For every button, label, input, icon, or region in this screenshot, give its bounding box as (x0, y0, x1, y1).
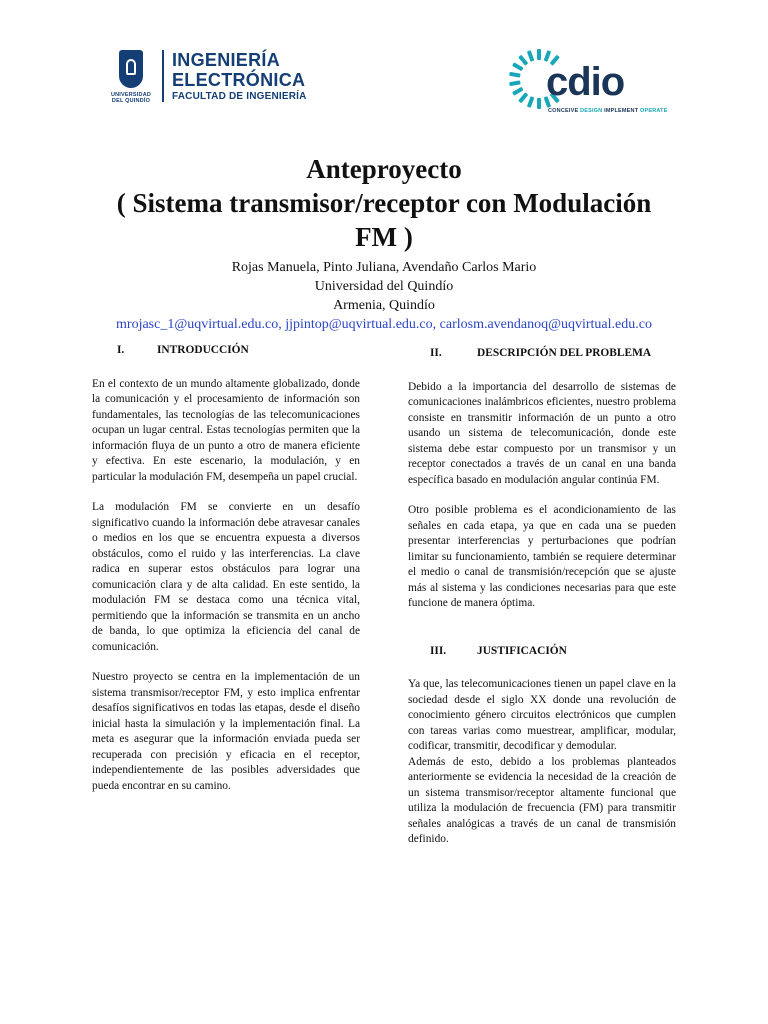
cdio-tagline: CONCEIVE DESIGN IMPLEMENT OPERATE (548, 108, 668, 114)
paragraph: Ya que, las telecomunicaciones tienen un papel clave en la sociedad desde el siglo XX donde una revolución de conocimiento género circuitos electrónicos que cumplen con tareas varias como muestrear, amplificar, modular, codificar, transmitir, decodificar y demodular. (408, 678, 676, 752)
university-logo-line1: UNIVERSIDAD (110, 92, 152, 98)
shield-icon (119, 50, 143, 88)
author-university: Universidad del Quindío (314, 279, 454, 294)
university-logo-text (104, 92, 158, 104)
title-line2: ( Sistema transmisor/receptor con Modulación (116, 188, 652, 218)
logo-divider (162, 50, 164, 102)
section-number: III. (430, 644, 447, 657)
paragraph: En el contexto de un mundo altamente globalizado, donde la comunicación y el procesamiento de información son fundamentales, las tecnologías de las telecomunicaciones ocupan un lugar central. Estas tecnologías permiten que la información fluya de un punto a otro de manera eficiente y efectiva. En este escenario, la modulación, y en particular la modulación FM, desempeña un papel crucial. (92, 377, 360, 483)
cdio-logo (508, 42, 668, 122)
title-line3: FM ) (355, 222, 413, 252)
paragraph: Otro posible problema es el acondicionamiento de las señales en cada etapa, ya que en cada una se pueden presentar interferencias y perturbaciones que podrían limitar su funcionamiento, también se requiere determinar el medio o canal de transmisión/recepción que se ajuste más al sistema y las condiciones necesarias para que este funcione de manera óptima. (408, 504, 676, 609)
email-link[interactable]: jjpintop@uqvirtual.edu.co (285, 317, 433, 332)
faculty-name: FACULTAD DE INGENIERÍA (172, 91, 307, 102)
paper-title (60, 152, 708, 254)
university-logo (104, 50, 158, 122)
paragraph: Además de esto, debido a los problemas planteados anteriormente se evidencia la necesidad de la creación de un sistema transmisor/receptor altamente funcional que utiliza la modulación de frecuencia (FM) para transmitir señales analógicas a través de un canal de transmisión definido. (408, 755, 676, 845)
author-names: Rojas Manuela, Pinto Juliana, Avendaño Carlos Mario (231, 260, 537, 275)
left-column (92, 343, 360, 809)
title-line1: Anteproyecto (306, 154, 462, 184)
email-link[interactable]: carlosm.avendanoq@uqvirtual.edu.co (439, 317, 652, 332)
section-heading-problem (408, 346, 676, 362)
author-location: Armenia, Quindío (333, 298, 435, 313)
section-title: INTRODUCCIÓN (157, 344, 249, 356)
paragraph: La modulación FM se convierte en un desafío significativo cuando la información debe atravesar canales o medios en los que se encuentra expuesta a diversos obstáculos, como el ruido y las interferencias. La clave radica en superar estos obstáculos para lograr una comunicación clara y de alta calidad. En este sentido, la modulación FM se destaca como una técnica vital, permitiendo que la información se transmita en un ancho de banda, lo que optimiza la eficiencia del canal de comunicación. (92, 501, 360, 653)
email-link[interactable]: mrojasc_1@uqvirtual.edu.co (116, 317, 279, 332)
program-line2: ELECTRÓNICA (172, 70, 306, 90)
paragraph: Debido a la importancia del desarrollo de sistemas de comunicaciones inalámbricos eficientes, nuestro problema consiste en transmitir información de un punto a otro usando un sistema de telecomunicación, donde este sistema debe estar compuesto por un transmisor y un receptor conectados a través de un canal en una banda específica basado en modulación angular continúa FM. (408, 380, 676, 486)
section-title: DESCRIPCIÓN DEL PROBLEMA (477, 347, 652, 359)
author-block (60, 258, 708, 334)
section-number: II. (430, 347, 442, 359)
cdio-wordmark: cdio (546, 60, 625, 104)
author-emails: mrojasc_1@uqvirtual.edu.co, jjpintop@uqvirtual.edu.co, carlosm.avendanoq@uqvirtual.edu.co (116, 317, 652, 332)
program-line1: INGENIERÍA (172, 50, 281, 70)
program-name (172, 50, 307, 104)
section-heading-justification (408, 644, 676, 660)
university-logo-line2: DEL QUINDÍO (111, 98, 151, 104)
page-header (0, 38, 768, 128)
paragraph: Nuestro proyecto se centra en la implementación de un sistema transmisor/receptor FM, y esto implica enfrentar desafíos significativos en todas las etapas, desde el diseño inicial hasta la simulación y la implementación final. La meta es asegurar que la información enviada pueda ser recuperada con precisión y eficacia en el receptor, independientemente de las posibles adversidades que pueda encontrar en su camino. (92, 671, 360, 792)
section-number: I. (117, 344, 125, 356)
section-title: JUSTIFICACIÓN (477, 644, 567, 657)
right-column (408, 346, 676, 863)
section-heading-intro (92, 343, 360, 359)
